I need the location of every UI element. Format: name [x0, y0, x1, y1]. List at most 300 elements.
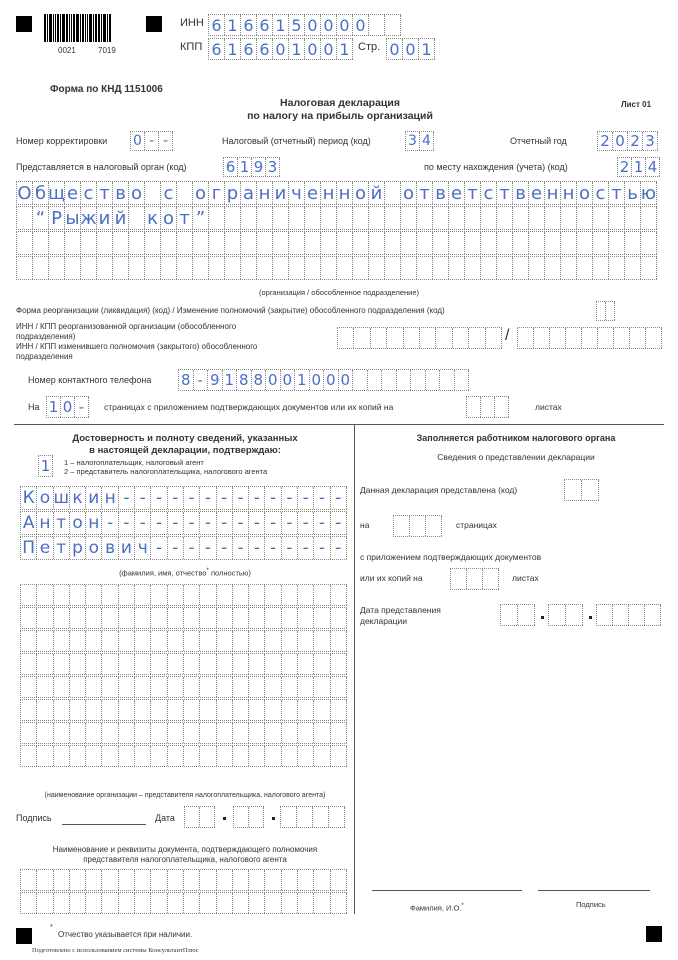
barcode-bar — [80, 14, 81, 42]
grid-row[interactable] — [20, 676, 347, 698]
grid-row[interactable] — [20, 607, 347, 629]
input-cell — [561, 232, 577, 254]
sheets-field[interactable] — [466, 396, 509, 418]
confirm-title-line2: в настоящей декларации, подтверждаю: — [89, 445, 281, 456]
input-cell: щ — [48, 182, 65, 204]
input-cell: о — [70, 512, 86, 534]
input-cell — [233, 700, 249, 720]
input-cell: - — [249, 537, 265, 559]
input-cell: е — [37, 537, 53, 559]
grid-row[interactable] — [16, 231, 657, 255]
input-cell: - — [233, 537, 249, 559]
input-cell — [387, 328, 403, 348]
input-cell — [561, 207, 577, 229]
grid-row[interactable] — [20, 584, 347, 606]
input-cell: к — [70, 487, 86, 509]
input-cell: 6 — [224, 158, 238, 176]
date-year-field[interactable] — [280, 806, 345, 828]
input-cell — [119, 608, 135, 628]
input-cell — [249, 700, 265, 720]
input-cell — [497, 232, 513, 254]
input-cell: и — [119, 537, 135, 559]
input-cell — [161, 232, 177, 254]
input-cell — [298, 723, 314, 743]
input-cell — [54, 746, 70, 766]
input-cell — [151, 585, 167, 605]
barcode-bar — [66, 14, 68, 42]
input-cell — [233, 870, 249, 890]
input-cell — [217, 870, 233, 890]
input-cell — [410, 516, 426, 536]
input-cell — [426, 370, 441, 390]
input-cell — [241, 257, 257, 279]
grid-row[interactable] — [20, 536, 347, 560]
input-cell — [21, 746, 37, 766]
input-cell — [353, 232, 369, 254]
input-cell — [119, 677, 135, 697]
grid-row[interactable] — [20, 630, 347, 652]
input-cell — [225, 232, 241, 254]
input-cell — [225, 207, 241, 229]
grid-row[interactable] — [20, 869, 347, 891]
input-cell — [233, 585, 249, 605]
input-cell — [298, 870, 314, 890]
submit-date-year-field[interactable] — [596, 604, 661, 626]
fio-line[interactable] — [372, 890, 522, 891]
input-cell — [70, 723, 86, 743]
input-cell — [70, 631, 86, 651]
input-cell — [282, 654, 298, 674]
period-field[interactable] — [405, 131, 434, 151]
input-cell — [597, 605, 613, 625]
input-cell — [161, 257, 177, 279]
input-cell — [129, 257, 145, 279]
office-sheets-field[interactable] — [450, 568, 499, 590]
page-field[interactable] — [386, 38, 435, 60]
input-cell — [369, 15, 385, 35]
page-label: Стр. — [358, 41, 381, 53]
input-cell — [593, 207, 609, 229]
grid-row[interactable] — [20, 722, 347, 744]
grid-row[interactable] — [16, 206, 657, 230]
signer-type-field[interactable] — [38, 455, 53, 477]
input-cell — [135, 585, 151, 605]
input-cell — [646, 328, 662, 348]
input-cell — [54, 893, 70, 913]
input-cell: 1 — [632, 158, 646, 176]
barcode-number-right: 7019 — [98, 46, 116, 55]
input-cell — [265, 870, 281, 890]
input-cell: 3 — [643, 132, 658, 150]
input-cell — [314, 700, 330, 720]
input-cell — [200, 870, 216, 890]
grid-row[interactable] — [20, 745, 347, 767]
input-cell — [54, 870, 70, 890]
input-cell: - — [249, 487, 265, 509]
input-cell — [606, 302, 615, 320]
input-cell: - — [233, 487, 249, 509]
input-cell — [37, 746, 53, 766]
input-cell — [249, 893, 265, 913]
input-cell — [168, 677, 184, 697]
input-cell: 0 — [337, 15, 353, 35]
input-cell — [449, 257, 465, 279]
input-cell: е — [449, 182, 465, 204]
input-cell — [151, 870, 167, 890]
input-cell — [483, 569, 499, 589]
input-cell — [65, 232, 81, 254]
grid-row[interactable] — [20, 653, 347, 675]
input-cell — [518, 605, 535, 625]
input-cell — [641, 232, 657, 254]
input-cell — [233, 723, 249, 743]
input-cell: 0 — [305, 39, 321, 59]
input-cell — [529, 232, 545, 254]
input-cell — [465, 207, 481, 229]
input-cell — [135, 677, 151, 697]
input-cell: 6 — [209, 39, 225, 59]
input-cell: О — [17, 182, 32, 204]
submit-date-day-field[interactable] — [500, 604, 535, 626]
input-cell — [331, 654, 347, 674]
input-cell: 1 — [225, 39, 241, 59]
name-caption-star: * — [206, 567, 209, 574]
input-cell — [265, 746, 281, 766]
date-month-field[interactable] — [233, 806, 264, 828]
input-cell — [561, 257, 577, 279]
input-cell — [168, 893, 184, 913]
input-cell — [249, 631, 265, 651]
barcode-bar — [71, 14, 72, 42]
fio-label — [410, 902, 464, 913]
input-cell — [102, 677, 118, 697]
input-cell — [385, 257, 401, 279]
input-cell: е — [65, 182, 81, 204]
reorg-inn-label-2: подразделения) — [16, 332, 76, 341]
submitted-code-field[interactable] — [564, 479, 599, 501]
input-cell — [233, 631, 249, 651]
input-cell — [298, 585, 314, 605]
input-cell — [102, 608, 118, 628]
input-cell — [314, 608, 330, 628]
input-cell — [70, 654, 86, 674]
grid-row[interactable] — [16, 181, 657, 205]
input-cell — [417, 207, 433, 229]
input-cell — [135, 746, 151, 766]
period-label: Налоговый (отчетный) период (код) — [222, 136, 371, 146]
input-cell: т — [54, 512, 70, 534]
corner-marker-top-left — [16, 16, 32, 32]
input-cell: 5 — [289, 15, 305, 35]
input-cell: 8 — [237, 370, 252, 390]
input-cell — [17, 207, 33, 229]
input-cell — [625, 257, 641, 279]
input-cell — [593, 232, 609, 254]
tax-authority-field[interactable] — [223, 157, 280, 177]
input-cell — [298, 746, 314, 766]
grid-row[interactable] — [16, 256, 657, 280]
grid-row[interactable] — [20, 699, 347, 721]
input-cell — [353, 207, 369, 229]
input-cell — [200, 723, 216, 743]
input-cell — [21, 608, 37, 628]
office-pages-field[interactable] — [393, 515, 442, 537]
input-cell — [397, 370, 412, 390]
input-cell — [119, 631, 135, 651]
input-cell — [97, 232, 113, 254]
input-cell: о — [401, 182, 417, 204]
office-sheets-label: листах — [512, 573, 539, 583]
input-cell: - — [282, 537, 298, 559]
input-cell — [102, 870, 118, 890]
barcode-bar — [98, 14, 100, 42]
input-cell — [593, 257, 609, 279]
input-cell: ж — [80, 207, 97, 229]
input-cell — [217, 654, 233, 674]
input-cell — [641, 207, 657, 229]
pages-field[interactable] — [46, 396, 89, 418]
input-cell: - — [184, 512, 200, 534]
input-cell: 1 — [225, 15, 241, 35]
inn-field[interactable] — [208, 14, 401, 36]
input-cell — [282, 893, 298, 913]
input-cell — [135, 723, 151, 743]
input-cell: ь — [625, 182, 641, 204]
input-cell — [145, 182, 161, 204]
barcode-bar — [87, 14, 88, 42]
input-cell — [249, 870, 265, 890]
input-cell — [582, 328, 598, 348]
attach-label: с приложением подтверждающих документов — [360, 552, 542, 562]
input-cell — [49, 257, 65, 279]
sign-line[interactable] — [538, 890, 650, 891]
input-cell — [135, 700, 151, 720]
input-cell: 3 — [406, 132, 420, 150]
input-cell: г — [209, 182, 225, 204]
input-cell — [401, 257, 417, 279]
input-cell — [168, 723, 184, 743]
input-cell: - — [282, 512, 298, 534]
input-cell — [37, 585, 53, 605]
name-caption-end: полностью) — [210, 568, 251, 578]
input-cell — [281, 807, 297, 827]
reorg-inn-field[interactable] — [337, 327, 502, 349]
input-cell — [331, 631, 347, 651]
input-cell — [168, 654, 184, 674]
input-cell — [249, 677, 265, 697]
input-cell: - — [298, 537, 314, 559]
input-cell: 6 — [209, 15, 225, 35]
input-cell — [217, 746, 233, 766]
input-cell: - — [331, 512, 347, 534]
input-cell: 4 — [646, 158, 660, 176]
input-cell: р — [225, 182, 241, 204]
input-cell — [433, 207, 449, 229]
input-cell: - — [249, 512, 265, 534]
submit-date-month-field[interactable] — [548, 604, 583, 626]
input-cell — [550, 328, 566, 348]
reorg-label: Форма реорганизации (ликвидация) (код) / Изменение полномочий (закрытие) обособленного подразделения (код) — [16, 306, 445, 315]
signature-label: Подпись — [16, 813, 52, 823]
input-cell — [249, 807, 264, 827]
input-cell: е — [305, 182, 321, 204]
input-cell — [151, 631, 167, 651]
input-cell — [102, 631, 118, 651]
grid-row[interactable] — [20, 511, 347, 535]
phone-field[interactable] — [178, 369, 469, 391]
kpp-label: КПП — [180, 41, 203, 53]
input-cell: 4 — [420, 132, 434, 150]
input-cell — [481, 207, 497, 229]
input-cell: о — [193, 182, 209, 204]
input-cell — [257, 257, 273, 279]
input-cell: в — [513, 182, 529, 204]
input-cell — [297, 807, 313, 827]
input-cell — [135, 631, 151, 651]
input-cell — [37, 870, 53, 890]
input-cell: 8 — [179, 370, 194, 390]
input-cell: 3 — [266, 158, 280, 176]
input-cell — [168, 608, 184, 628]
input-cell — [129, 232, 145, 254]
input-cell — [37, 700, 53, 720]
input-cell: с — [593, 182, 609, 204]
input-cell: “ — [33, 207, 49, 229]
year-label: Отчетный год — [510, 136, 567, 146]
date-separator — [589, 616, 592, 619]
input-cell: - — [265, 512, 281, 534]
office-pages-label: страницах — [456, 520, 497, 530]
input-cell — [545, 257, 561, 279]
input-cell — [645, 605, 661, 625]
date-day-field[interactable] — [184, 806, 215, 828]
correction-label: Номер корректировки — [16, 136, 108, 146]
input-cell — [97, 257, 113, 279]
input-cell: - — [265, 537, 281, 559]
input-cell — [249, 608, 265, 628]
input-cell — [331, 746, 347, 766]
input-cell: н — [561, 182, 577, 204]
correction-field[interactable] — [130, 131, 173, 151]
input-cell — [225, 257, 241, 279]
barcode-bar — [76, 14, 79, 42]
input-cell: - — [168, 512, 184, 534]
input-cell — [382, 370, 397, 390]
input-cell — [385, 15, 401, 35]
input-cell: 0 — [305, 15, 321, 35]
input-cell: - — [298, 487, 314, 509]
input-cell: 1 — [273, 15, 289, 35]
input-cell — [21, 870, 37, 890]
input-cell: - — [168, 537, 184, 559]
org-rep-caption: (наименование организации – представителя налогоплательщика, налогового агента) — [44, 792, 326, 799]
input-cell: - — [233, 512, 249, 534]
input-cell — [135, 893, 151, 913]
reorg-code-field[interactable] — [596, 301, 615, 321]
input-cell — [54, 723, 70, 743]
input-cell: ч — [135, 537, 151, 559]
barcode-bar — [53, 14, 54, 42]
input-cell — [102, 654, 118, 674]
barcode-bar — [103, 14, 106, 42]
input-cell: 0 — [266, 370, 281, 390]
input-cell — [467, 397, 481, 417]
input-cell — [37, 893, 53, 913]
input-cell — [102, 723, 118, 743]
input-cell: б — [33, 182, 49, 204]
input-cell — [282, 746, 298, 766]
tax-authority-label: Представляется в налоговый орган (код) — [16, 162, 187, 172]
input-cell: т — [54, 537, 70, 559]
input-cell — [433, 257, 449, 279]
input-cell — [545, 207, 561, 229]
signature-line[interactable] — [62, 824, 146, 825]
submit-date-label-1: Дата представления — [360, 605, 441, 615]
input-cell: - — [298, 512, 314, 534]
input-cell — [200, 608, 216, 628]
input-cell — [314, 746, 330, 766]
input-cell — [314, 654, 330, 674]
input-cell: - — [200, 537, 216, 559]
input-cell — [145, 257, 161, 279]
input-cell — [451, 569, 467, 589]
input-cell: е — [529, 182, 545, 204]
input-cell — [298, 893, 314, 913]
input-cell — [331, 585, 347, 605]
input-cell — [513, 257, 529, 279]
input-cell: - — [282, 487, 298, 509]
input-cell: 1 — [223, 370, 238, 390]
input-cell — [465, 232, 481, 254]
input-cell — [497, 257, 513, 279]
input-cell: - — [184, 487, 200, 509]
input-cell — [151, 677, 167, 697]
input-cell: н — [337, 182, 353, 204]
input-cell — [577, 232, 593, 254]
input-cell — [313, 807, 329, 827]
input-cell — [217, 677, 233, 697]
input-cell — [81, 232, 97, 254]
grid-row[interactable] — [20, 486, 347, 510]
input-cell — [184, 677, 200, 697]
grid-row[interactable] — [20, 892, 347, 914]
input-cell — [233, 654, 249, 674]
input-cell: н — [102, 487, 118, 509]
input-cell — [217, 893, 233, 913]
input-cell: о — [353, 182, 369, 204]
input-cell — [501, 605, 518, 625]
reorg-kpp-field[interactable] — [517, 327, 662, 349]
input-cell: К — [21, 487, 37, 509]
input-cell — [113, 232, 129, 254]
input-cell — [37, 723, 53, 743]
input-cell — [233, 746, 249, 766]
input-cell: А — [21, 512, 37, 534]
input-cell — [81, 257, 97, 279]
input-cell — [614, 328, 630, 348]
kpp-field[interactable] — [208, 38, 353, 60]
input-cell: и — [273, 182, 289, 204]
input-cell — [353, 257, 369, 279]
input-cell — [298, 677, 314, 697]
location-field[interactable] — [617, 157, 660, 177]
input-cell — [21, 631, 37, 651]
input-cell — [529, 207, 545, 229]
input-cell — [168, 700, 184, 720]
input-cell — [70, 585, 86, 605]
input-cell — [102, 893, 118, 913]
year-field[interactable] — [597, 131, 658, 151]
